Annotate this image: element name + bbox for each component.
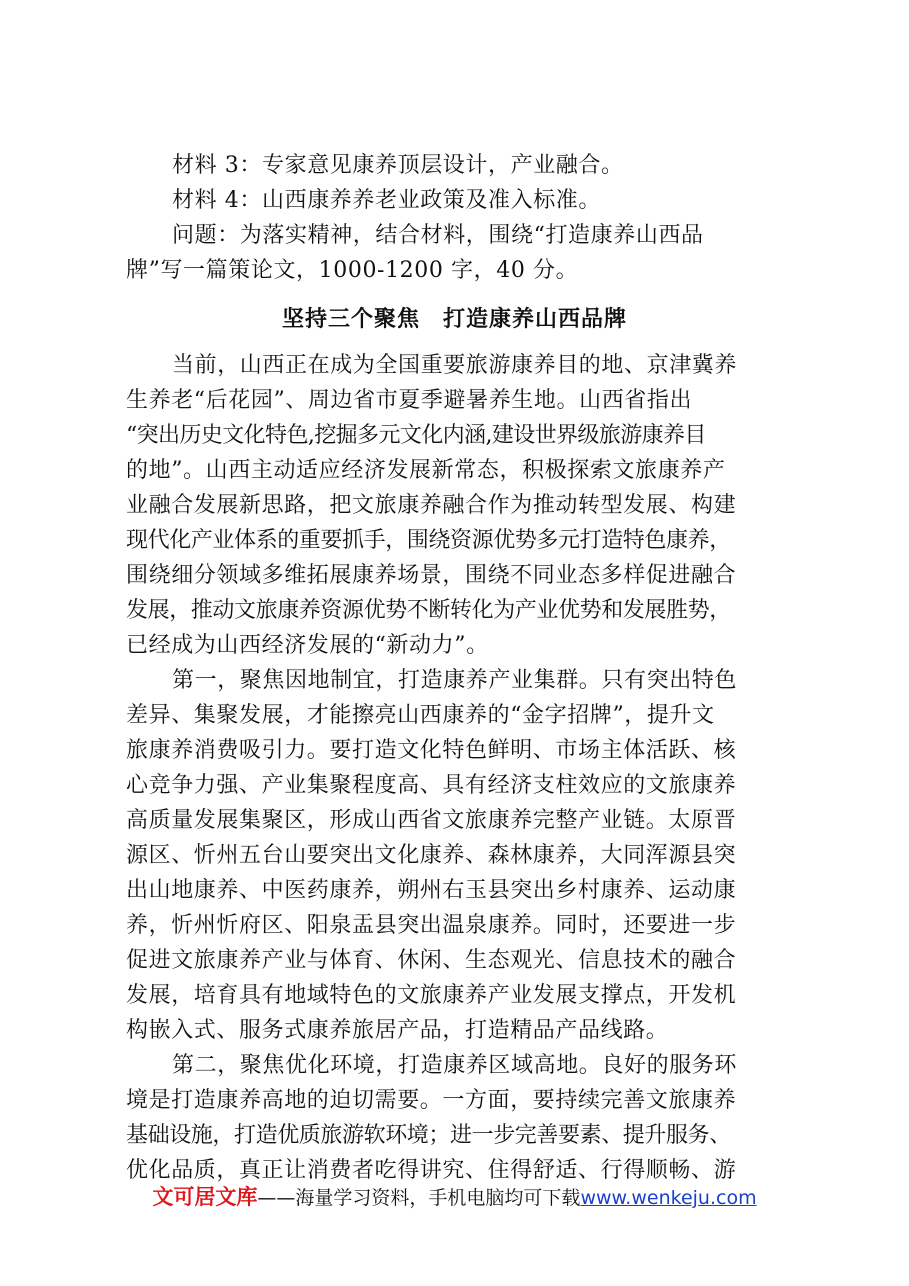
paragraph-line: 境是打造康养高地的迫切需要。一方面，要持续完善文旅康养 bbox=[126, 1088, 737, 1113]
paragraph-line: 的地”。山西主动适应经济发展新常态，积极探索文旅康养产 bbox=[126, 458, 726, 483]
paragraph-line: 构嵌入式、服务式康养旅居产品，打造精品产品线路。 bbox=[126, 1018, 669, 1043]
paragraph-line: 旅康养消费吸引力。要打造文化特色鲜明、市场主体活跃、核 bbox=[126, 738, 737, 763]
footer-description: 海量学习资料，手机电脑均可下载 bbox=[295, 1187, 581, 1209]
paragraph-line: 出山地康养、中医药康养，朔州右玉县突出乡村康养、运动康 bbox=[126, 878, 737, 903]
paragraph-line: 养，忻州忻府区、阳泉盂县突出温泉康养。同时，还要进一步 bbox=[126, 913, 737, 938]
footer-url-link[interactable]: www.wenkeju.com bbox=[580, 1187, 757, 1209]
paragraph-line: “突出历史文化特色,挖掘多元文化内涵,建设世界级旅游康养目 bbox=[126, 423, 706, 448]
paragraph-line: 心竞争力强、产业集聚程度高、具有经济支柱效应的文旅康养 bbox=[126, 773, 737, 798]
footer-dash: —— bbox=[257, 1187, 296, 1209]
paragraph-line: 已经成为山西经济发展的“新动力”。 bbox=[126, 633, 489, 658]
paragraph-line: 促进文旅康养产业与体育、休闲、生态观光、信息技术的融合 bbox=[126, 948, 737, 973]
paragraph-line: 发展，推动文旅康养资源优势不断转化为产业优势和发展胜势， bbox=[126, 598, 731, 623]
paragraph-line: 基础设施，打造优质旅游软环境；进一步完善要素、提升服务、 bbox=[126, 1123, 731, 1148]
paragraph-line: 差异、集聚发展，才能擦亮山西康养的“金字招牌”，提升文 bbox=[126, 703, 715, 728]
paragraph-line: 优化品质，真正让消费者吃得讲究、住得舒适、行得顺畅、游 bbox=[126, 1158, 737, 1183]
paragraph-line: 第二，聚焦优化环境，打造康养区域高地。良好的服务环 bbox=[172, 1053, 738, 1078]
paragraph-line: 业融合发展新思路，把文旅康养融合作为推动转型发展、构建 bbox=[126, 493, 737, 518]
essay-title: 坚持三个聚焦 打造康养山西品牌 bbox=[281, 307, 627, 332]
footer-banner bbox=[0, 1184, 909, 1211]
paragraph-line: 当前，山西正在成为全国重要旅游康养目的地、京津冀养 bbox=[172, 353, 738, 378]
paragraph-line: 高质量发展集聚区，形成山西省文旅康养完整产业链。太原晋 bbox=[126, 808, 737, 833]
material-3-line: 材料 3：专家意见康养顶层设计，产业融合。 bbox=[172, 153, 624, 178]
footer-brand: 文可居文库 bbox=[152, 1185, 258, 1209]
material-4-line: 材料 4：山西康养养老业政策及准入标准。 bbox=[172, 188, 601, 213]
question-line-2: 牌”写一篇策论文，1000-1200 字，40 分。 bbox=[126, 258, 579, 283]
paragraph-line: 生养老“后花园”、周边省市夏季避暑养生地。山西省指出 bbox=[126, 388, 693, 413]
question-line-1: 问题：为落实精神，结合材料，围绕“打造康养山西品 bbox=[172, 223, 704, 248]
paragraph-line: 源区、忻州五台山要突出文化康养、森林康养，大同浑源县突 bbox=[126, 843, 737, 868]
paragraph-line: 现代化产业体系的重要抓手，围绕资源优势多元打造特色康养， bbox=[126, 528, 731, 553]
paragraph-line: 发展，培育具有地域特色的文旅康养产业发展支撑点，开发机 bbox=[126, 983, 737, 1008]
paragraph-line: 第一，聚焦因地制宜，打造康养产业集群。只有突出特色 bbox=[172, 668, 738, 693]
paragraph-line: 围绕细分领域多维拓展康养场景，围绕不同业态多样促进融合 bbox=[126, 563, 737, 588]
